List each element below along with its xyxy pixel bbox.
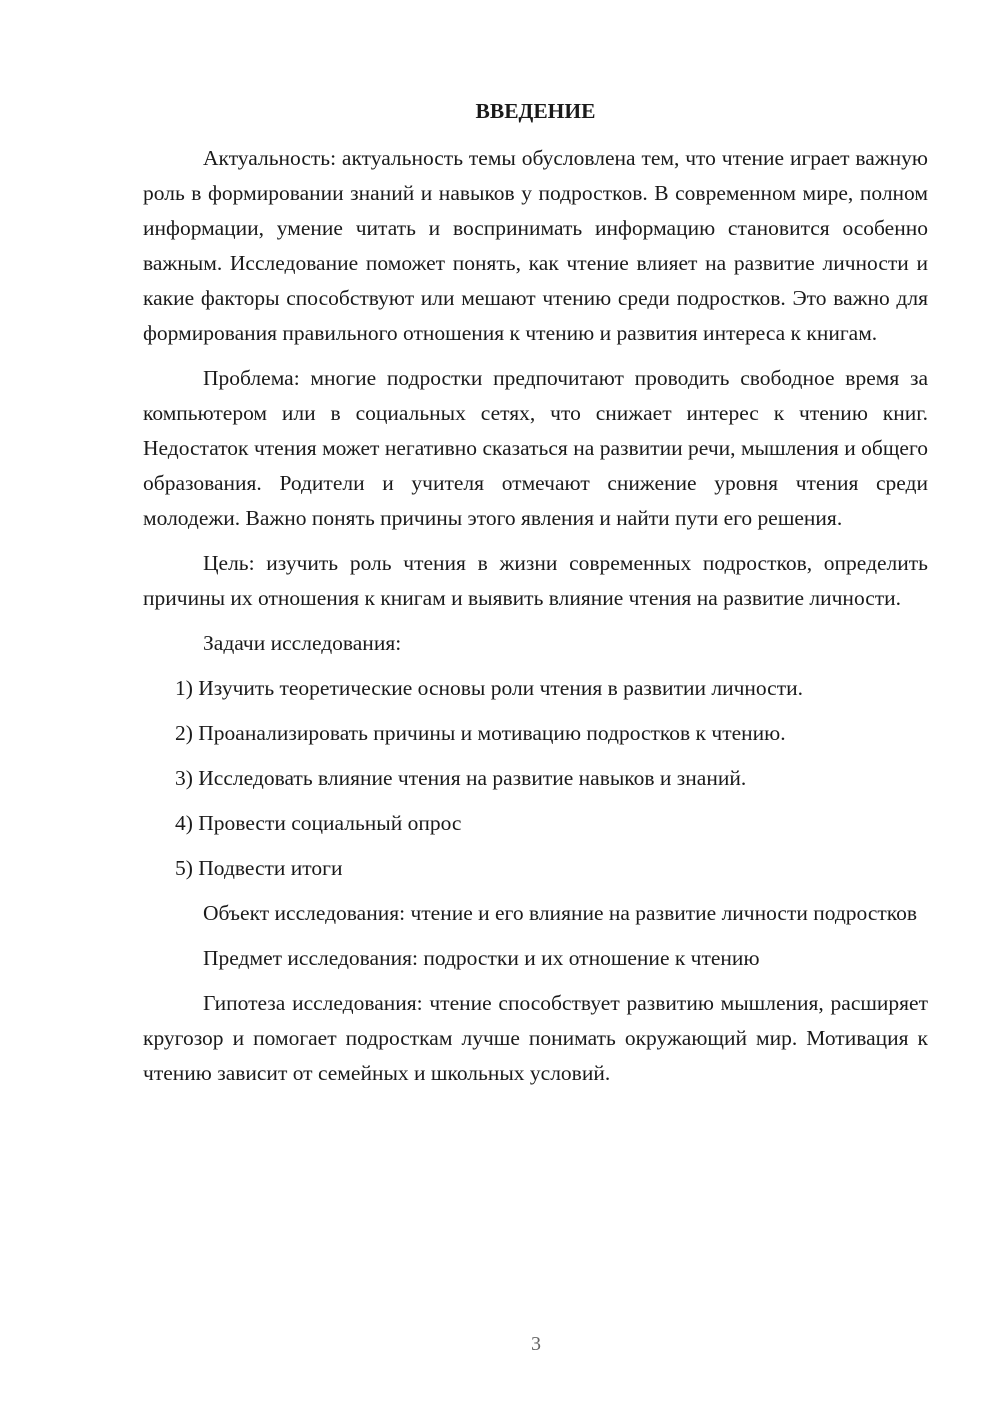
task-item: 4) Провести социальный опрос (175, 811, 462, 835)
task-item: 3) Исследовать влияние чтения на развитие навыков и знаний. (175, 766, 747, 790)
task-item: 1) Изучить теоретические основы роли чтения в развитии личности. (175, 676, 804, 700)
subject-paragraph: Предмет исследования: подростки и их отношение к чтению (203, 946, 760, 970)
hypothesis-paragraph: Гипотеза исследования: чтение способствует развитию мышления, расширяет кругозор и помогает подросткам лучше понимать окружающий мир. Мотивация к чтению зависит от семейных и школьных условий. (143, 991, 928, 1085)
relevance-paragraph: Актуальность: актуальность темы обусловлена тем, что чтение играет важную роль в формировании знаний и навыков у подростков. В современном мире, полном информации, умение читать и воспринимать информацию становится особенно важным. Исследование поможет понять, как чтение влияет на развитие личности и какие факторы способствуют или мешают чтению среди подростков. Это важно для формирования правильного отношения к чтению и развития интереса к книгам. (143, 146, 928, 345)
goal-paragraph: Цель: изучить роль чтения в жизни современных подростков, определить причины их отношения к книгам и выявить влияние чтения на развитие личности. (143, 551, 928, 610)
tasks-heading: Задачи исследования: (203, 631, 402, 655)
object-paragraph: Объект исследования: чтение и его влияние на развитие личности подростков (203, 901, 918, 925)
page-content (143, 94, 928, 1101)
task-item: 5) Подвести итоги (175, 856, 343, 880)
task-item: 2) Проанализировать причины и мотивацию подростков к чтению. (175, 721, 786, 745)
problem-paragraph: Проблема: многие подростки предпочитают проводить свободное время за компьютером или в социальных сетях, что снижает интерес к чтению книг. Недостаток чтения может негативно сказаться на развитии речи, мышления и общего образования. Родители и учителя отмечают снижение уровня чтения среди молодежи. Важно понять причины этого явления и найти пути его решения. (143, 366, 928, 530)
section-title: ВВЕДЕНИЕ (475, 99, 596, 123)
page-number: 3 (531, 1333, 541, 1355)
